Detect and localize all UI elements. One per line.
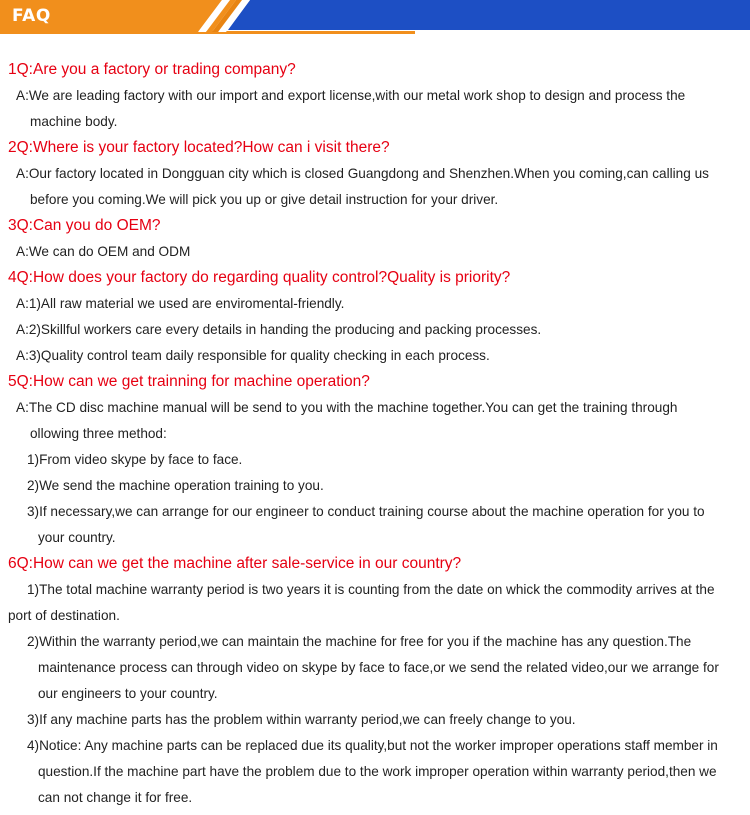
answer-5-line-5: 3)If necessary,we can arrange for our engineer to conduct training course about the machine operation for you to — [27, 504, 705, 519]
faq-item-4 — [0, 265, 750, 369]
question-3: 3Q:Can you do OEM? — [8, 217, 161, 234]
answer-2-line-2: before you coming.We will pick you up or give detail instruction for your driver. — [30, 192, 499, 207]
answer-6-line-7: 4)Notice: Any machine parts can be replaced due its quality,but not the worker improper operations staff member in — [27, 738, 718, 753]
answer-6-line-1: 1)The total machine warranty period is two years it is counting from the date on whick the commodity arrives at the — [27, 582, 715, 597]
faq-list — [0, 57, 750, 811]
question-1: 1Q:Are you a factory or trading company? — [8, 61, 296, 78]
answer-2-line-1: A:Our factory located in Dongguan city which is closed Guangdong and Shenzhen.When you coming,can calling us — [16, 166, 709, 181]
answer-6-line-4: maintenance process can through video on skype by face to face,or we send the related video,our we arrange for — [38, 660, 719, 675]
page-title: FAQ — [12, 6, 51, 26]
question-5: 5Q:How can we get trainning for machine operation? — [8, 373, 370, 390]
faq-item-6 — [0, 551, 750, 811]
answer-1-line-2: machine body. — [30, 114, 118, 129]
answer-5-line-6: your country. — [38, 530, 116, 545]
answer-5-line-2: ollowing three method: — [30, 426, 167, 441]
faq-item-3 — [0, 213, 750, 265]
answer-6-line-9: can not change it for free. — [38, 790, 193, 805]
header-banner-graphic — [0, 0, 750, 36]
answer-6-line-8: question.If the machine part have the problem due to the work improper operation within warranty period,then we — [38, 764, 717, 779]
question-2: 2Q:Where is your factory located?How can i visit there? — [8, 139, 390, 156]
question-6: 6Q:How can we get the machine after sale-service in our country? — [8, 555, 462, 572]
faq-header — [0, 0, 750, 36]
faq-item-5 — [0, 369, 750, 551]
answer-5-line-3: 1)From video skype by face to face. — [27, 452, 243, 467]
answer-5-line-4: 2)We send the machine operation training to you. — [27, 478, 324, 493]
answer-4-line-1: A:1)All raw material we used are enviromental-friendly. — [16, 296, 345, 311]
answer-4-line-3: A:3)Quality control team daily responsible for quality checking in each process. — [16, 348, 490, 363]
answer-6-line-2: port of destination. — [8, 608, 120, 623]
question-4: 4Q:How does your factory do regarding quality control?Quality is priority? — [8, 269, 511, 286]
faq-item-1 — [0, 57, 750, 135]
answer-6-line-6: 3)If any machine parts has the problem within warranty period,we can freely change to you. — [27, 712, 576, 727]
answer-6-line-3: 2)Within the warranty period,we can maintain the machine for free for you if the machine has any question.The — [27, 634, 692, 649]
answer-6-line-5: our engineers to your country. — [38, 686, 218, 701]
answer-5-line-1: A:The CD disc machine manual will be send to you with the machine together.You can get the training through — [16, 400, 678, 415]
answer-3-line-1: A:We can do OEM and ODM — [16, 244, 191, 259]
answer-4-line-2: A:2)Skillful workers care every details in handing the producing and packing processes. — [16, 322, 542, 337]
answer-1-line-1: A:We are leading factory with our import and export license,with our metal work shop to design and process the — [16, 88, 686, 103]
faq-item-2 — [0, 135, 750, 213]
